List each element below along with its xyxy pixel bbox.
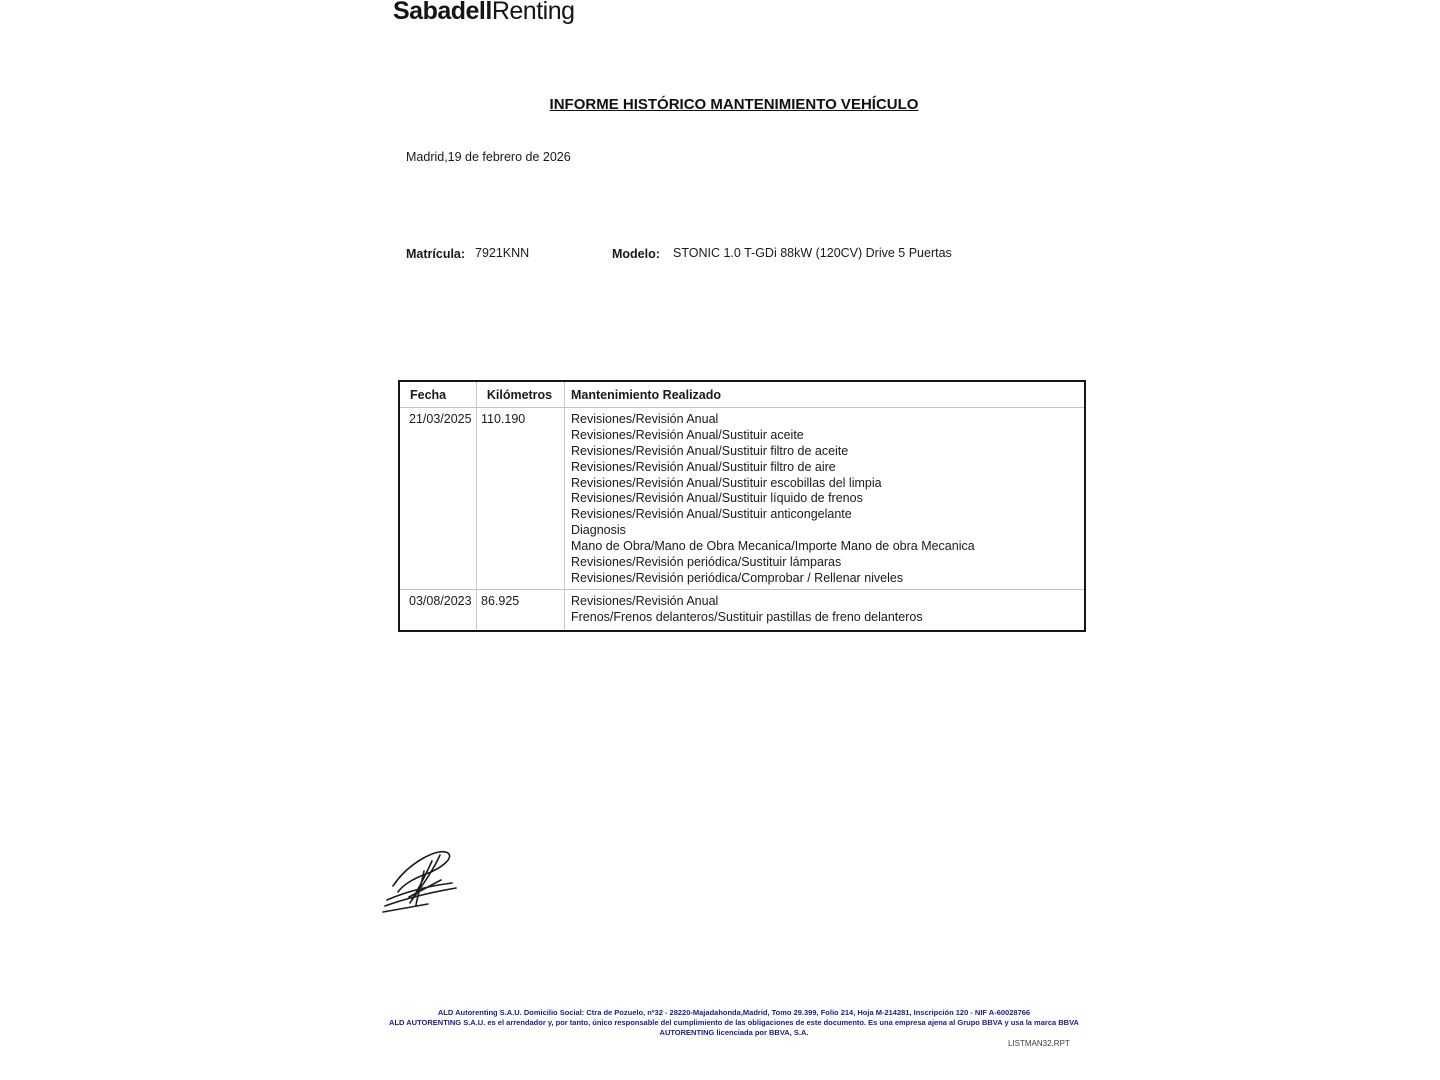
table-row <box>400 589 1084 630</box>
service-line: Revisiones/Revisión periódica/Comprobar / Rellenar niveles <box>571 570 904 585</box>
modelo-value: STONIC 1.0 T-GDi 88kW (120CV) Drive 5 Puertas <box>673 246 952 260</box>
service-line: Revisiones/Revisión Anual <box>571 411 719 426</box>
matricula-value: 7921KNN <box>475 246 530 260</box>
matricula-label: Matrícula: <box>406 247 466 261</box>
cell-kilometros: 86.925 <box>477 590 565 630</box>
service-line: Revisiones/Revisión Anual/Sustituir escobillas del limpia <box>571 475 882 490</box>
service-line: Revisiones/Revisión Anual/Sustituir líquido de frenos <box>571 491 863 506</box>
cell-services <box>565 590 1084 630</box>
logo-bold-part: Sabadell <box>393 0 492 25</box>
service-line: Revisiones/Revisión Anual <box>571 593 719 608</box>
logo-light-part: Renting <box>491 0 575 25</box>
header-kilometros: Kilómetros <box>477 382 565 407</box>
service-line: Revisiones/Revisión Anual/Sustituir filtro de aire <box>571 459 836 474</box>
sabadell-renting-logo <box>393 0 575 26</box>
legal-footer <box>28 1008 1440 1038</box>
signature <box>381 842 471 917</box>
city-date-line: Madrid,19 de febrero de 2026 <box>406 150 571 164</box>
header-fecha: Fecha <box>400 382 477 407</box>
header-mantenimiento: Mantenimiento Realizado <box>571 388 722 402</box>
cell-kilometros: 110.190 <box>477 408 565 589</box>
service-line: Revisiones/Revisión periódica/Sustituir lámparas <box>571 555 842 570</box>
cell-services <box>565 408 1084 589</box>
footer-line-1: ALD Autorenting S.A.U. Domicilio Social: Ctra de Pozuelo, nº32 - 28220-Majadahonda,Madrid, Tomo 29.399, Folio 214, Hoja M-214281, Inscripción 120 - NIF A-60028766 <box>437 1008 1031 1017</box>
service-line: Revisiones/Revisión Anual/Sustituir filtro de aceite <box>571 443 849 458</box>
maintenance-history-table <box>398 380 1086 632</box>
service-line: Revisiones/Revisión Anual/Sustituir aceite <box>571 427 804 442</box>
table-row <box>400 408 1084 589</box>
cell-fecha: 03/08/2023 <box>400 590 477 630</box>
modelo-label: Modelo: <box>612 247 660 261</box>
service-line: Frenos/Frenos delanteros/Sustituir pastillas de freno delanteros <box>571 609 923 624</box>
service-line: Diagnosis <box>571 523 626 538</box>
service-line: Mano de Obra/Mano de Obra Mecanica/Importe Mano de obra Mecanica <box>571 539 975 554</box>
cell-fecha: 21/03/2025 <box>400 408 477 589</box>
footer-line-3: AUTORENTING licenciada por BBVA, S.A. <box>659 1028 809 1037</box>
table-header-row <box>400 382 1084 408</box>
report-reference: LISTMAN32.RPT <box>1008 1039 1070 1048</box>
report-title: INFORME HISTÓRICO MANTENIMIENTO VEHÍCULO <box>549 96 919 113</box>
service-line: Revisiones/Revisión Anual/Sustituir anticongelante <box>571 507 852 522</box>
footer-line-2: ALD AUTORENTING S.A.U. es el arrendador y, por tanto, único responsable del cumplimiento de las obligaciones de este documento. Es una empresa ajena al Grupo BBVA y usa la marca BBVA <box>389 1018 1079 1027</box>
